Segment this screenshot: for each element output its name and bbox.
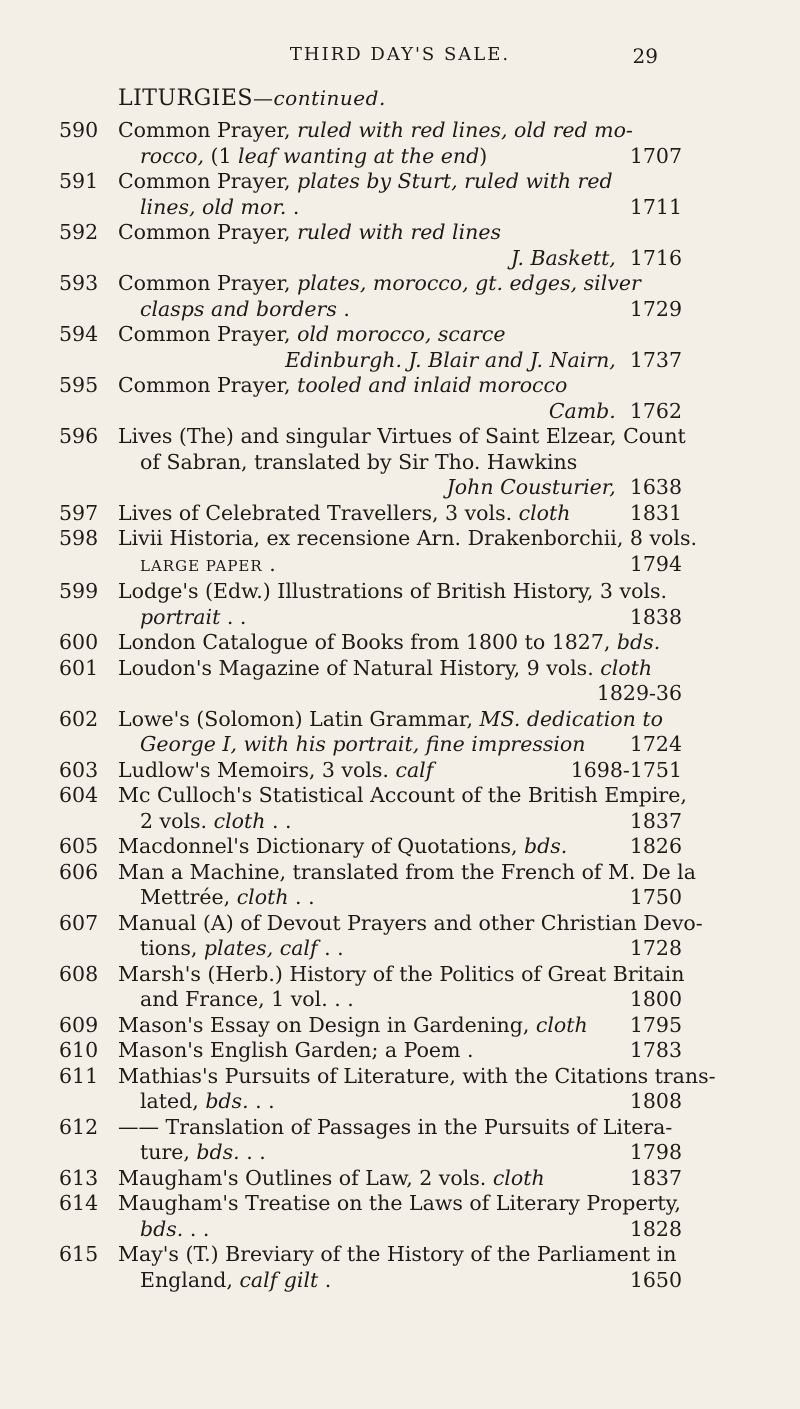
entry-text: . — [286, 194, 300, 219]
catalogue-entry — [0, 707, 800, 758]
entry-date: 1828 — [629, 1216, 682, 1241]
entry-text: . — [460, 1038, 474, 1062]
entry-text: Common Prayer, — [118, 322, 298, 346]
entry-line — [0, 1166, 800, 1192]
entry-line — [0, 246, 800, 272]
italic-text: MS. dedication to — [479, 706, 663, 731]
lot-number: 610 — [59, 1038, 99, 1062]
entry-line — [0, 322, 800, 348]
catalogue-entry — [0, 1115, 800, 1166]
entry-text: . — [262, 551, 276, 576]
entry-text: . . — [265, 808, 292, 833]
entry-line — [0, 579, 800, 605]
entry-line — [0, 373, 800, 399]
italic-text: cloth — [535, 1012, 588, 1037]
italic-text: Camb. — [548, 398, 616, 423]
entry-text: Mc Culloch's Statistical Account of the British Empire, — [118, 783, 687, 807]
running-head — [0, 44, 800, 74]
entry-date: 1728 — [629, 936, 682, 960]
italic-text: cloth — [492, 1165, 545, 1190]
italic-text: clasps and borders — [140, 296, 337, 321]
catalogue-entry — [0, 424, 800, 501]
entry-text: lated, — [140, 1089, 206, 1113]
entry-line — [0, 809, 800, 835]
italic-text: ruled with red lines — [297, 220, 502, 244]
running-title: THIRD DAY'S SALE. — [289, 44, 511, 65]
lot-number: 591 — [59, 169, 99, 193]
entry-text: Lowe's (Solomon) Latin Grammar, — [118, 706, 480, 731]
entry-line — [0, 1140, 800, 1166]
italic-text: plates, morocco, gt. edges, silver — [297, 271, 641, 295]
italic-text: George I, with his portrait, fine impression — [140, 732, 586, 756]
italic-text: lines, old mor. — [140, 194, 287, 219]
lot-number: 600 — [59, 630, 99, 654]
lot-number: 590 — [59, 118, 99, 142]
entry-line — [0, 605, 800, 631]
entry-line — [0, 630, 800, 656]
entry-line — [0, 118, 800, 144]
catalogue-entry — [0, 1064, 800, 1115]
entry-line — [0, 1217, 800, 1243]
catalogue-entry — [0, 1191, 800, 1242]
entry-text: Man a Machine, translated from the French of M. De la — [118, 859, 696, 884]
entry-date: 1783 — [629, 1038, 682, 1062]
entry-text: 2 vols. — [140, 808, 214, 833]
italic-text: plates by Sturt, ruled with red — [297, 169, 613, 193]
entry-date: 1707 — [629, 143, 682, 168]
italic-text: bds. — [524, 834, 568, 858]
lot-number: 611 — [59, 1063, 99, 1088]
catalogue-entry — [0, 860, 800, 911]
italic-text: leaf wanting at the end — [238, 143, 480, 168]
entry-text: London Catalogue of Books from 1800 to 1827, — [118, 630, 617, 654]
entry-line — [0, 297, 800, 323]
entry-line — [0, 656, 800, 682]
section-suffix: —continued. — [252, 86, 386, 110]
entry-text: Marsh's (Herb.) History of the Politics of Great Britain — [118, 961, 685, 986]
entry-text: Common Prayer, — [118, 118, 298, 142]
entry-line — [0, 501, 800, 527]
italic-text: calf gilt — [239, 1267, 319, 1292]
section-heading — [118, 86, 386, 111]
entry-line — [0, 1115, 800, 1141]
entry-text: ) — [479, 143, 488, 168]
catalogue-entry — [0, 373, 800, 424]
catalogue-entry — [0, 962, 800, 1013]
entry-date: 1829-36 — [596, 681, 682, 705]
italic-text: plates, calf — [203, 936, 318, 960]
entry-date: 1638 — [629, 475, 682, 499]
entry-text: . — [318, 1267, 332, 1292]
entry-line — [0, 144, 800, 170]
italic-text: ruled with red lines, old red mo- — [297, 118, 633, 142]
entry-line — [0, 681, 800, 707]
lot-number: 606 — [59, 859, 99, 884]
entry-line — [0, 834, 800, 860]
entry-text: ture, — [140, 1140, 197, 1164]
entry-line — [0, 552, 800, 580]
lot-number: 594 — [59, 322, 99, 346]
lot-number: 598 — [59, 526, 99, 550]
entry-line — [0, 1268, 800, 1294]
entry-text: Common Prayer, — [118, 271, 298, 295]
entry-line — [0, 424, 800, 450]
italic-text: bds. — [196, 1140, 240, 1164]
entry-text: . . — [239, 1140, 266, 1164]
entry-date: 1800 — [629, 987, 682, 1011]
entry-date: 1826 — [629, 834, 682, 858]
section-title: LITURGIES — [118, 86, 253, 111]
catalogue-entry — [0, 630, 800, 656]
catalogue-entry — [0, 118, 800, 169]
entry-text: —— Translation of Passages in the Pursuits of Litera- — [118, 1114, 673, 1139]
entry-text: Lodge's (Edw.) Illustrations of British History, 3 vols. — [118, 579, 668, 603]
italic-text: bds. — [205, 1089, 249, 1113]
catalogue-entry — [0, 271, 800, 322]
italic-text: cloth — [600, 655, 653, 680]
entry-date: 1795 — [629, 1012, 682, 1037]
entry-text: Lives (The) and singular Virtues of Saint Elzear, Count — [118, 424, 686, 448]
entry-text: Mathias's Pursuits of Literature, with the Citations trans- — [118, 1063, 716, 1088]
entry-line — [0, 220, 800, 246]
italic-text: rocco, — [140, 143, 211, 168]
entry-text: May's (T.) Breviary of the History of the Parliament in — [118, 1242, 677, 1266]
italic-text: John Cousturier, — [446, 475, 616, 499]
entry-text: Livii Historia, ex recensione Arn. Drakenborchii, 8 vols. — [118, 526, 697, 550]
entry-text: Mason's Essay on Design in Gardening, — [118, 1012, 536, 1037]
italic-text: bds. — [616, 630, 661, 654]
lot-number: 607 — [59, 910, 99, 935]
entry-line — [0, 195, 800, 221]
lot-number: 608 — [59, 961, 99, 986]
catalogue-entry — [0, 1038, 800, 1064]
entry-line — [0, 1013, 800, 1039]
catalogue-entry — [0, 1166, 800, 1192]
italic-text: cloth — [213, 808, 266, 833]
catalogue-entry — [0, 911, 800, 962]
entry-line — [0, 526, 800, 552]
entry-line — [0, 885, 800, 911]
entry-text: Loudon's Magazine of Natural History, 9 vols. — [118, 655, 601, 680]
entry-text: Manual (A) of Devout Prayers and other Christian Devo- — [118, 910, 703, 935]
entry-text: England, — [140, 1267, 240, 1292]
entry-line — [0, 399, 800, 425]
entry-text: and France, 1 vol. — [140, 987, 328, 1011]
lot-number: 595 — [59, 373, 99, 397]
entry-date: 1711 — [629, 194, 682, 219]
entry-list — [0, 118, 800, 1293]
catalogue-entry — [0, 1013, 800, 1039]
entry-text: . . — [288, 885, 315, 909]
catalogue-entry — [0, 322, 800, 373]
entry-date: 1724 — [629, 732, 682, 756]
catalogue-entry — [0, 579, 800, 630]
entry-text: of Sabran, translated by Sir Tho. Hawkins — [140, 449, 578, 474]
entry-line — [0, 758, 800, 784]
entry-date: 1837 — [629, 808, 682, 833]
entry-line — [0, 348, 800, 374]
entry-text: Maugham's Treatise on the Laws of Literary Property, — [118, 1191, 681, 1215]
entry-line — [0, 450, 800, 476]
entry-date: 1716 — [629, 245, 682, 270]
entry-date: 1831 — [629, 500, 682, 525]
entry-date: 1737 — [629, 347, 682, 372]
page-number: 29 — [632, 44, 658, 68]
entry-line — [0, 169, 800, 195]
lot-number: 593 — [59, 271, 99, 295]
italic-text: cloth — [236, 885, 289, 909]
entry-line — [0, 1064, 800, 1090]
italic-text: Edinburgh. J. Blair and J. Nairn, — [285, 347, 616, 372]
entry-text: . . — [183, 1216, 210, 1241]
entry-date: 1838 — [629, 604, 682, 629]
catalogue-entry — [0, 526, 800, 579]
lot-number: 613 — [59, 1165, 99, 1190]
lot-number: 597 — [59, 500, 99, 525]
entry-date: 1750 — [629, 885, 682, 909]
lot-number: 601 — [59, 655, 99, 680]
catalogue-entry — [0, 834, 800, 860]
entry-text: Ludlow's Memoirs, 3 vols. — [118, 757, 396, 782]
entry-date: 1837 — [629, 1165, 682, 1190]
lot-number: 604 — [59, 783, 99, 807]
entry-line — [0, 475, 800, 501]
entry-text: Mason's English Garden; a Poem — [118, 1038, 461, 1062]
entry-line — [0, 707, 800, 733]
catalogue-entry — [0, 783, 800, 834]
entry-text: (1 — [210, 143, 239, 168]
entry-line — [0, 936, 800, 962]
italic-text: old morocco, scarce — [297, 322, 506, 346]
catalogue-entry — [0, 501, 800, 527]
italic-text: tooled and inlaid morocco — [297, 373, 568, 397]
entry-line — [0, 271, 800, 297]
lot-number: 599 — [59, 579, 99, 603]
italic-text: J. Baskett, — [510, 245, 616, 270]
entry-line — [0, 1089, 800, 1115]
catalogue-entry — [0, 656, 800, 707]
italic-text: cloth — [518, 500, 571, 525]
entry-text: LARGE PAPER — [140, 556, 263, 575]
entry-line — [0, 1242, 800, 1268]
entry-text: Common Prayer, — [118, 169, 298, 193]
lot-number: 615 — [59, 1242, 99, 1266]
italic-text: portrait — [140, 604, 221, 629]
lot-number: 596 — [59, 424, 99, 448]
entry-date: 1808 — [629, 1089, 682, 1113]
lot-number: 605 — [59, 834, 99, 858]
lot-number: 602 — [59, 706, 99, 731]
entry-text: . . — [248, 1089, 275, 1113]
entry-text: Maugham's Outlines of Law, 2 vols. — [118, 1165, 493, 1190]
catalogue-entry — [0, 220, 800, 271]
entry-text: . . — [317, 936, 344, 960]
entry-line — [0, 962, 800, 988]
entry-line — [0, 987, 800, 1013]
entry-line — [0, 860, 800, 886]
lot-number: 609 — [59, 1012, 99, 1037]
entry-text: tions, — [140, 936, 204, 960]
entry-text: Lives of Celebrated Travellers, 3 vols. — [118, 500, 519, 525]
entry-date: 1794 — [629, 551, 682, 576]
catalogue-entry — [0, 758, 800, 784]
lot-number: 614 — [59, 1191, 99, 1215]
entry-date: 1698-1751 — [570, 757, 682, 782]
entry-text: Common Prayer, — [118, 373, 298, 397]
entry-date: 1650 — [629, 1267, 682, 1292]
entry-text: . . — [220, 604, 247, 629]
catalogue-entry — [0, 1242, 800, 1293]
entry-date: 1798 — [629, 1140, 682, 1164]
entry-line — [0, 911, 800, 937]
lot-number: 603 — [59, 757, 99, 782]
italic-text: calf — [395, 757, 434, 782]
entry-text: Macdonnel's Dictionary of Quotations, — [118, 834, 525, 858]
entry-line — [0, 1038, 800, 1064]
entry-line — [0, 732, 800, 758]
entry-text: Mettrée, — [140, 885, 237, 909]
catalogue-entry — [0, 169, 800, 220]
entry-line — [0, 1191, 800, 1217]
entry-text: Common Prayer, — [118, 220, 298, 244]
entry-date: 1762 — [629, 398, 682, 423]
entry-line — [0, 783, 800, 809]
lot-number: 612 — [59, 1114, 99, 1139]
entry-text: . — [336, 296, 350, 321]
italic-text: bds. — [140, 1216, 184, 1241]
lot-number: 592 — [59, 220, 99, 244]
entry-date: 1729 — [629, 296, 682, 321]
entry-text: . . — [327, 987, 354, 1011]
